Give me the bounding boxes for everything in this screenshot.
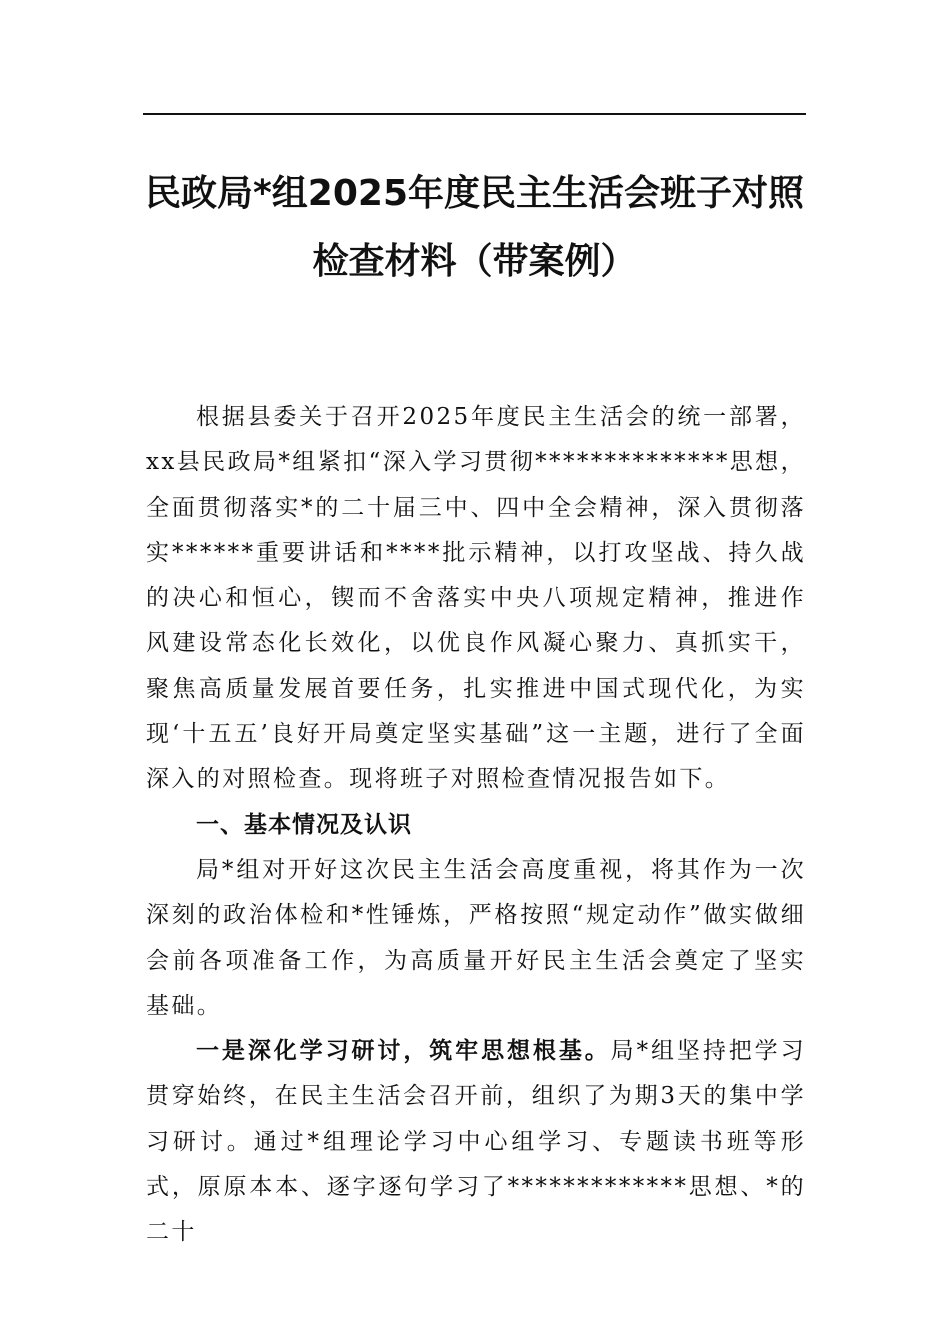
header-rule [143, 113, 806, 115]
study-paragraph-lead: 一是深化学习研讨，筑牢思想根基。 [196, 1038, 611, 1065]
section-heading-basic-situation: 一、基本情况及认识 [196, 811, 412, 838]
title-line-1: 民政局*组2025年度民主生活会班子对照 [144, 173, 805, 214]
document-body [146, 395, 806, 1256]
basic-situation-paragraph: 局*组对开好这次民主生活会高度重视，将其作为一次深刻的政治体检和*性锤炼，严格按照“规定动作”做实做细会前各项准备工作，为高质量开好民主生活会奠定了坚实基础。 [146, 856, 806, 1019]
title-line-2: 检查材料（带案例） [312, 241, 637, 282]
intro-paragraph: 根据县委关于召开2025年度民主生活会的统一部署，xx县民政局*组紧扣“深入学习贯彻**************思想，全面贯彻落实*的二十届三中、四中全会精神，深入贯彻落实******重要讲话和****批示精神，以打攻坚战、持久战的决心和恒心，锲而不舍落实中央八项规定精神，推进作风建设常态化长效化，以优良作风凝心聚力、真抓实干，聚焦高质量发展首要任务，扎实推进中国式现代化，为实现‘十五五’良好开局奠定坚实基础”这一主题，进行了全面深入的对照检查。现将班子对照检查情况报告如下。 [146, 404, 806, 793]
document-title [143, 160, 806, 296]
study-paragraph-text: 局*组坚持把学习贯穿始终，在民主生活会召开前，组织了为期3天的集中学习研讨。通过*组理论学习中心组学习、专题读书班等形式，原原本本、逐字逐句学习了*************思想、*的二十 [146, 1038, 806, 1246]
study-paragraph [146, 1029, 806, 1255]
